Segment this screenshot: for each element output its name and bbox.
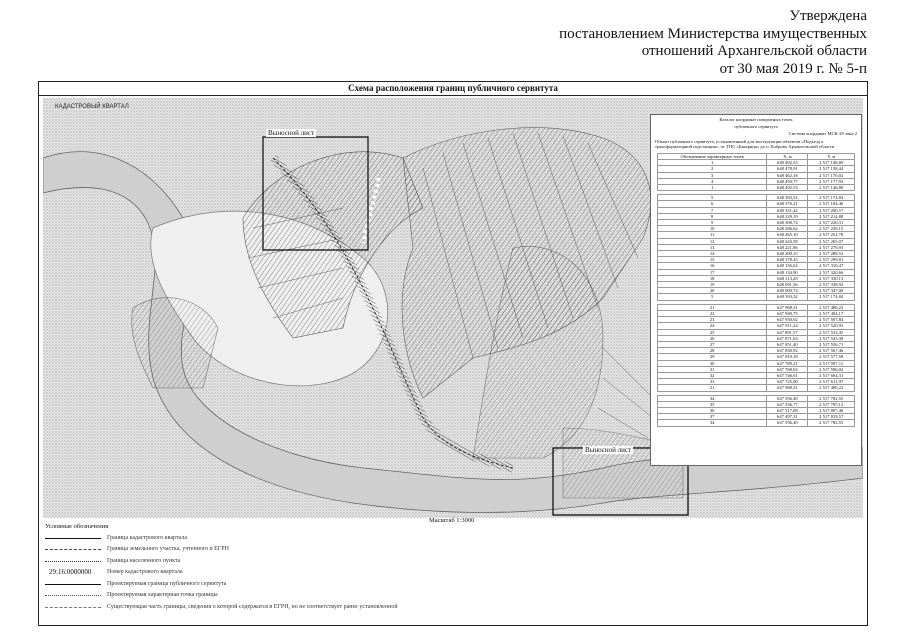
x-cell: 648 178,43	[767, 257, 808, 263]
y-cell: 2 517 299,81	[808, 257, 855, 263]
legend-item	[43, 544, 863, 556]
district-label: КАДАСТРОВЫЙ КВАРТАЛ	[55, 104, 129, 110]
y-cell: 2 517 520,93	[808, 323, 855, 329]
y-cell: 2 517 596,02	[808, 366, 855, 372]
legend-line-icon	[45, 549, 101, 550]
legend-items	[43, 532, 863, 613]
x-cell: 647 746,61	[767, 372, 808, 378]
panel-description: Объект публичного сервитута, установленный для эксплуатации объектов «Подъезд к трансформаторной подстанции», от ТПС «Бакарица» до п. Боброво Архангельской области	[655, 138, 835, 149]
y-cell: 2 517 545,38	[808, 335, 855, 341]
y-cell: 2 517 158,44	[808, 166, 855, 172]
y-cell: 2 517 174,84	[808, 294, 855, 300]
y-cell: 2 517 320,66	[808, 269, 855, 275]
point-cell: 36	[658, 407, 767, 413]
legend-text: Граница кадастрового квартала	[107, 534, 188, 541]
x-cell: 648 069,74	[767, 288, 808, 294]
x-cell: 648 393,52	[767, 195, 808, 201]
point-cell: 35	[658, 401, 767, 407]
x-cell: 647 851,40	[767, 341, 808, 347]
approval-stamp	[559, 8, 867, 78]
x-cell: 648 265,10	[767, 232, 808, 238]
y-cell: 2 517 252,78	[808, 232, 855, 238]
legend-title: Условные обозначения	[45, 523, 109, 530]
y-cell: 2 517 184,46	[808, 201, 855, 207]
x-cell: 647 911,24	[767, 323, 808, 329]
map-sheet	[38, 81, 868, 626]
point-cell: 7	[658, 207, 767, 213]
y-cell: 2 517 174,84	[808, 195, 855, 201]
x-cell: 648 478,91	[767, 166, 808, 172]
approval-line-2: постановлением Министерства имущественных	[559, 25, 867, 42]
x-cell: 648 462,18	[767, 172, 808, 178]
y-cell: 2 517 807,46	[808, 407, 855, 413]
point-cell: 5	[658, 195, 767, 201]
point-cell: 6	[658, 201, 767, 207]
y-cell: 2 517 507,84	[808, 317, 855, 323]
legend-symbol	[45, 579, 101, 589]
y-cell: 2 517 782,55	[808, 420, 855, 426]
point-cell: 25	[658, 329, 767, 335]
point-cell: 8	[658, 213, 767, 219]
point-cell: 22	[658, 310, 767, 316]
y-cell: 2 517 170,02	[808, 172, 855, 178]
x-cell: 648 156,62	[767, 263, 808, 269]
point-cell: 23	[658, 317, 767, 323]
point-cell: 37	[658, 414, 767, 420]
point-cell: 26	[658, 335, 767, 341]
x-cell: 647 930,62	[767, 317, 808, 323]
point-cell: 5	[658, 294, 767, 300]
point-cell: 34	[658, 420, 767, 426]
x-cell: 648 329,19	[767, 213, 808, 219]
panel-heading-1: Каталог координат поворотных точек	[719, 117, 793, 122]
legend-symbol	[45, 602, 101, 612]
y-cell: 2 517 310,47	[808, 263, 855, 269]
map-title: Схема расположения границ публичного сервитута	[39, 82, 867, 96]
y-cell: 2 517 795,12	[808, 401, 855, 407]
x-cell: 647 949,75	[767, 310, 808, 316]
y-cell: 2 517 177,93	[808, 178, 855, 184]
coordinates-table	[657, 153, 855, 427]
scale-caption: Масштаб 1:3000	[429, 517, 475, 524]
x-cell: 648 200,15	[767, 251, 808, 257]
point-cell: 16	[658, 263, 767, 269]
legend-line-icon	[45, 607, 101, 608]
point-cell: 12	[658, 238, 767, 244]
x-cell: 647 968,31	[767, 385, 808, 391]
legend-item	[43, 590, 863, 602]
x-cell: 648 134,90	[767, 269, 808, 275]
point-cell: 18	[658, 275, 767, 281]
coordinates-table-body	[658, 160, 855, 426]
legend-line-icon	[45, 584, 101, 585]
x-cell: 648 243,58	[767, 238, 808, 244]
x-cell: 647 810,18	[767, 354, 808, 360]
x-cell: 647 830,92	[767, 348, 808, 354]
legend-line-icon	[45, 538, 101, 539]
y-cell: 2 517 480,22	[808, 304, 855, 310]
y-cell: 2 517 226,31	[808, 220, 855, 226]
point-cell: 2	[658, 166, 767, 172]
point-cell: 33	[658, 379, 767, 385]
x-cell: 647 497,31	[767, 414, 808, 420]
y-cell: 2 517 556,71	[808, 341, 855, 347]
legend-text: Граница земельного участка, учтенного в ЕГРН	[107, 546, 229, 553]
legend-item	[43, 578, 863, 590]
x-cell: 648 286,62	[767, 226, 808, 232]
point-cell: 10	[658, 226, 767, 232]
point-cell: 1	[658, 160, 767, 166]
x-cell: 647 871,63	[767, 335, 808, 341]
point-cell: 3	[658, 172, 767, 178]
point-cell: 34	[658, 395, 767, 401]
legend-item	[43, 532, 863, 544]
x-cell: 648 221,86	[767, 244, 808, 250]
approval-line-4: от 30 мая 2019 г. № 5-п	[719, 60, 867, 77]
legend-item	[43, 567, 863, 579]
legend-text: Существующая часть границы, сведения о которой содержатся в ЕГРН, но не соответствует ранее установленной	[107, 603, 398, 610]
point-cell: 24	[658, 323, 767, 329]
point-cell: 30	[658, 360, 767, 366]
y-cell: 2 517 587,11	[808, 360, 855, 366]
x-cell: 648 113,28	[767, 275, 808, 281]
legend-text: Проектируемая характерная точка границы	[107, 592, 218, 599]
point-cell: 11	[658, 232, 767, 238]
point-cell: 32	[658, 372, 767, 378]
x-cell: 647 725,00	[767, 379, 808, 385]
legend-text: Номер кадастрового квартала	[107, 569, 183, 576]
point-cell: 28	[658, 348, 767, 354]
point-cell: 29	[658, 354, 767, 360]
y-cell: 2 517 239,15	[808, 226, 855, 232]
legend-text: Проектируемая граница публичного сервитута	[107, 580, 227, 587]
x-cell: 647 556,40	[767, 395, 808, 401]
table-row	[658, 420, 855, 426]
point-cell: 20	[658, 288, 767, 294]
legend	[43, 523, 863, 623]
legend-symbol	[45, 533, 101, 543]
y-cell: 2 517 611,97	[808, 379, 855, 385]
approval-line-1: Утверждена	[789, 8, 867, 24]
y-cell: 2 517 480,22	[808, 385, 855, 391]
coordinates-panel	[650, 114, 862, 466]
point-cell: 15	[658, 257, 767, 263]
col-x-header: X, м	[767, 154, 808, 160]
point-cell: 27	[658, 341, 767, 347]
x-cell: 648 376,21	[767, 201, 808, 207]
point-cell: 13	[658, 244, 767, 250]
y-cell: 2 517 338,92	[808, 282, 855, 288]
point-cell: 21	[658, 304, 767, 310]
y-cell: 2 517 577,58	[808, 354, 855, 360]
x-cell: 647 536,77	[767, 401, 808, 407]
col-y-header: Y, м	[808, 154, 855, 160]
y-cell: 2 517 288,52	[808, 251, 855, 257]
x-cell: 648 393,52	[767, 294, 808, 300]
y-cell: 2 517 782,55	[808, 395, 855, 401]
y-cell: 2 517 494,17	[808, 310, 855, 316]
x-cell: 648 308,74	[767, 220, 808, 226]
inset-label-2: Выносной лист	[585, 446, 632, 454]
y-cell: 2 517 265,07	[808, 238, 855, 244]
coordinate-system: Система координат МСК-29 зона 2	[788, 131, 857, 137]
point-cell: 1	[658, 185, 767, 191]
y-cell: 2 517 146,80	[808, 185, 855, 191]
y-cell: 2 517 276,93	[808, 244, 855, 250]
y-cell: 2 517 347,06	[808, 288, 855, 294]
map-area[interactable]	[43, 98, 863, 518]
point-cell: 4	[658, 178, 767, 184]
legend-symbol	[45, 556, 101, 566]
y-cell: 2 517 567,46	[808, 348, 855, 354]
point-cell: 9	[658, 220, 767, 226]
y-cell: 2 517 146,80	[808, 160, 855, 166]
y-cell: 2 517 533,45	[808, 329, 855, 335]
x-cell: 647 768,02	[767, 366, 808, 372]
legend-symbol	[45, 544, 101, 554]
point-cell: 17	[658, 269, 767, 275]
legend-symbol	[45, 567, 101, 577]
legend-text: Граница населенного пункта	[107, 557, 181, 564]
y-cell: 2 517 200,57	[808, 207, 855, 213]
x-cell: 647 517,08	[767, 407, 808, 413]
point-cell: 21	[658, 385, 767, 391]
x-cell: 648 450,77	[767, 178, 808, 184]
y-cell: 2 517 214,88	[808, 213, 855, 219]
x-cell: 648 492,53	[767, 185, 808, 191]
legend-sample-text: 29:16:0000000	[49, 568, 92, 577]
y-cell: 2 517 819,57	[808, 414, 855, 420]
legend-line-icon	[45, 595, 101, 596]
y-cell: 2 517 330,13	[808, 275, 855, 281]
legend-symbol	[45, 590, 101, 600]
point-cell: 31	[658, 366, 767, 372]
legend-item	[43, 555, 863, 567]
col-point-header: Обозначение характерных точек	[658, 154, 767, 160]
x-cell: 647 789,21	[767, 360, 808, 366]
legend-line-icon	[45, 561, 101, 562]
x-cell: 647 968,31	[767, 304, 808, 310]
x-cell: 648 351,42	[767, 207, 808, 213]
x-cell: 648 492,53	[767, 160, 808, 166]
point-cell: 19	[658, 282, 767, 288]
x-cell: 647 891,57	[767, 329, 808, 335]
legend-item	[43, 601, 863, 613]
y-cell: 2 517 604,31	[808, 372, 855, 378]
x-cell: 647 556,40	[767, 420, 808, 426]
x-cell: 648 091,56	[767, 282, 808, 288]
point-cell: 14	[658, 251, 767, 257]
approval-line-3: отношений Архангельской области	[641, 43, 867, 59]
panel-heading-2: публичного сервитута	[734, 124, 778, 130]
inset-label-1: Выносной лист	[268, 129, 315, 137]
